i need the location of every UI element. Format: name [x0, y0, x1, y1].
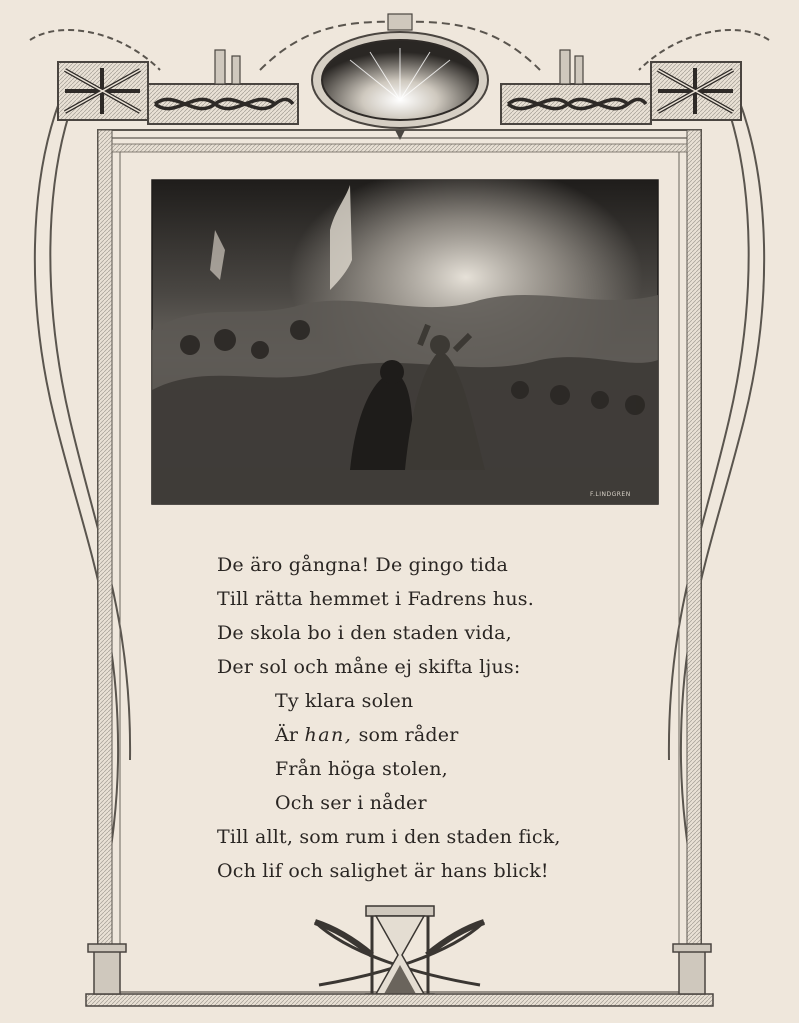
poem-text	[217, 548, 657, 888]
engraver-signature: F.LINDGREN	[590, 491, 631, 498]
poem-line: Och ser i nåder	[275, 792, 427, 814]
poem-word: Är	[275, 724, 299, 746]
pedestal-left	[88, 944, 126, 994]
poem-line: De skola bo i den staden vida,	[217, 622, 512, 644]
celtic-knot-icon	[58, 62, 148, 120]
engraving-illustration	[152, 180, 658, 504]
sunburst-medallion-icon	[312, 14, 488, 140]
celtic-knot-icon	[651, 62, 741, 120]
interlace-panel-left	[148, 84, 298, 124]
poem-line: Från höga stolen,	[275, 758, 448, 780]
poem-line: De äro gångna! De gingo tida	[217, 554, 508, 576]
interlace-panel-right	[501, 84, 651, 124]
poem-line: Ty klara solen	[275, 690, 414, 712]
poem-line: Till rätta hemmet i Fadrens hus.	[217, 588, 534, 610]
poem-line: Och lif och salighet är hans blick!	[217, 860, 549, 882]
poem-line: Till allt, som rum i den staden fick,	[217, 826, 561, 848]
poem-line: Der sol och måne ej skifta ljus:	[217, 656, 521, 678]
poem-word: som råder	[358, 724, 459, 746]
pedestal-right	[673, 944, 711, 994]
poem-line	[217, 718, 657, 752]
hourglass-icon	[366, 906, 434, 1004]
poem-emphasis: han,	[304, 724, 353, 746]
